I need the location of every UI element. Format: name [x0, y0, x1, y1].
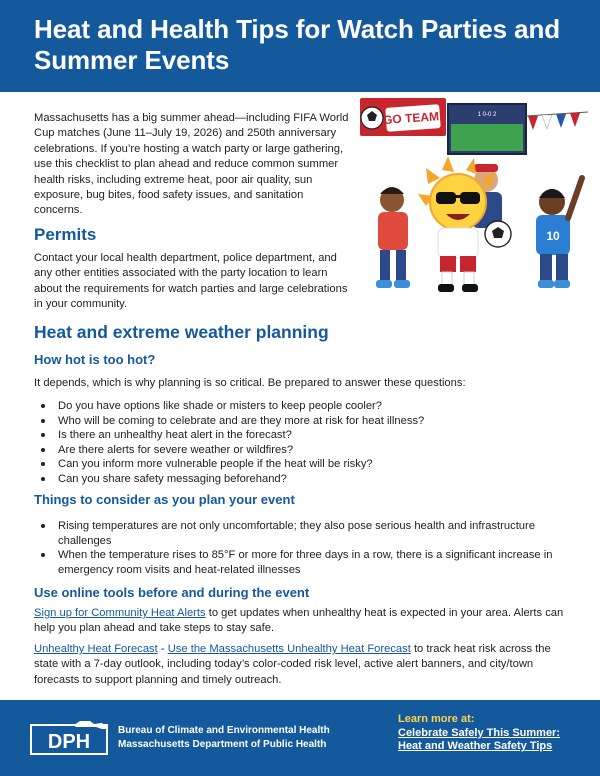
watch-party-illustration [356, 94, 588, 306]
forecast-link[interactable]: Unhealthy Heat Forecast [34, 643, 158, 655]
svg-text:10: 10 [546, 229, 560, 243]
list-item: Can you inform more vulnerable people if the heat will be risky? [56, 457, 576, 472]
learn-more-block [398, 713, 598, 754]
heat-alerts-text: to get updates when unhealthy heat is expected in your area. Alerts can help you plan ahead and take steps to stay safe. [34, 607, 564, 635]
questions-list [56, 399, 576, 487]
learn-more-label: Learn more at: [398, 713, 475, 725]
bureau-line: Bureau of Climate and Environmental Health [118, 725, 330, 736]
forecast-text: to track heat risk across the state with a 7-day outlook, including today’s color-coded risk level, active alert banners, and city/town forecasts to support planning and timely outreach. [34, 643, 551, 686]
list-item: Are there alerts for severe weather or wildfires? [56, 443, 576, 458]
list-item: Who will be coming to celebrate and are they more at risk for heat illness? [56, 414, 576, 429]
list-item: Is there an unhealthy heat alert in the forecast? [56, 428, 576, 443]
page-header [0, 0, 600, 92]
department-line: Massachusetts Department of Public Health [118, 738, 327, 750]
safety-tips-link-line2[interactable]: Heat and Weather Safety Tips [398, 740, 553, 753]
list-item: Rising temperatures are not only uncomfortable; they also pose serious health and infrastructure challenges [56, 519, 576, 548]
list-item: Can you share safety messaging beforehand? [56, 472, 576, 487]
heat-alerts-paragraph [34, 606, 574, 637]
list-item: When the temperature rises to 85°F or more for three days in a row, there is a significant increase in emergency room visits and heat-related illnesses [56, 548, 576, 577]
bureau-text [118, 724, 378, 751]
forecast-paragraph [34, 642, 574, 688]
dph-logo [30, 721, 110, 755]
ma-forecast-link[interactable]: Use the Massachusetts Unhealthy Heat Forecast [167, 643, 411, 655]
permits-text: Contact your local health department, police department, and any other entities associated with the party location to learn about the requirements for watch parties and large celebrations in your community. [34, 252, 348, 311]
consider-list [56, 519, 576, 577]
tools-heading: Use online tools before and during the event [34, 585, 310, 600]
safety-tips-link-line1[interactable]: Celebrate Safely This Summer: [398, 726, 561, 739]
massachusetts-map-icon [74, 721, 106, 729]
logo-text: DPH [47, 731, 91, 753]
heat-planning-heading: Heat and extreme weather planning [34, 322, 329, 342]
how-hot-heading: How hot is too hot? [34, 352, 156, 367]
intro-paragraph: Massachusetts has a big summer ahead—including FIFA World Cup matches (June 11–July 19, 2026) and 250th anniversary celebrations. If you’re hosting a watch party or large gathering, use this checklist to plan ahead and reduce common summer health risks, including extreme heat, poor air quality, sun exposure, bug bites, food safety issues, and sanitation concerns. [34, 112, 349, 217]
heat-alerts-link[interactable]: Sign up for Community Heat Alerts [34, 607, 206, 619]
page-title: Heat and Health Tips for Watch Parties and Summer Events [34, 14, 561, 75]
banner-text: GO TEAM! [382, 108, 444, 128]
forecast-separator: - [157, 643, 168, 655]
permits-heading: Permits [34, 225, 97, 244]
how-hot-intro: It depends, which is why planning is so critical. Be prepared to answer these questions: [34, 377, 466, 389]
consider-heading: Things to consider as you plan your event [34, 492, 295, 507]
list-item: Do you have options like shade or misters to keep people cooler? [56, 399, 576, 414]
scoreboard-text: 1 0-0 2 [477, 112, 497, 118]
